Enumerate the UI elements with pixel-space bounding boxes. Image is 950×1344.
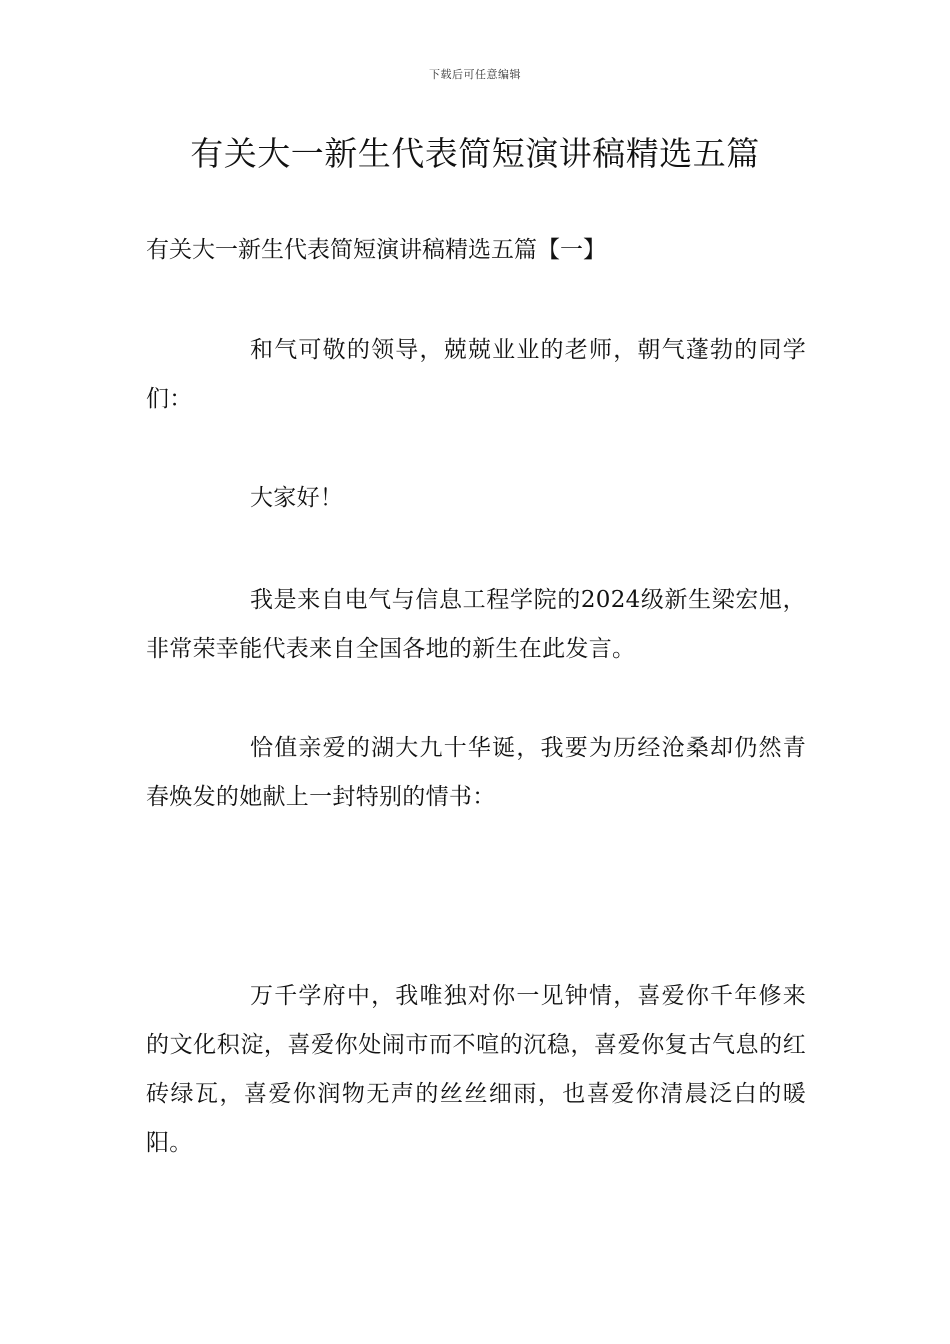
paragraph-intro: 我是来自电气与信息工程学院的2024级新生梁宏旭，非常荣幸能代表来自全国各地的新生在此发言。 — [146, 587, 806, 662]
paragraph-love-letter: 万千学府中，我唯独对你一见钟情，喜爱你千年修来的文化积淀，喜爱你处闹市而不喧的沉稳，喜爱你复古气息的红砖绿瓦，喜爱你润物无声的丝丝细雨，也喜爱你清晨泛白的暖阳。 — [146, 983, 806, 1156]
document-title: 有关大一新生代表简短演讲稿精选五篇 — [190, 134, 760, 173]
paragraph-occasion: 恰值亲爱的湖大九十华诞，我要为历经沧桑却仍然青春焕发的她献上一封特别的情书： — [146, 735, 806, 810]
header-note: 下载后可任意编辑 — [429, 68, 521, 81]
section-heading: 有关大一新生代表简短演讲稿精选五篇【一】 — [146, 237, 606, 263]
paragraph-hello: 大家好！ — [250, 485, 344, 511]
paragraph-greeting: 和气可敬的领导，兢兢业业的老师，朝气蓬勃的同学们： — [146, 337, 806, 412]
